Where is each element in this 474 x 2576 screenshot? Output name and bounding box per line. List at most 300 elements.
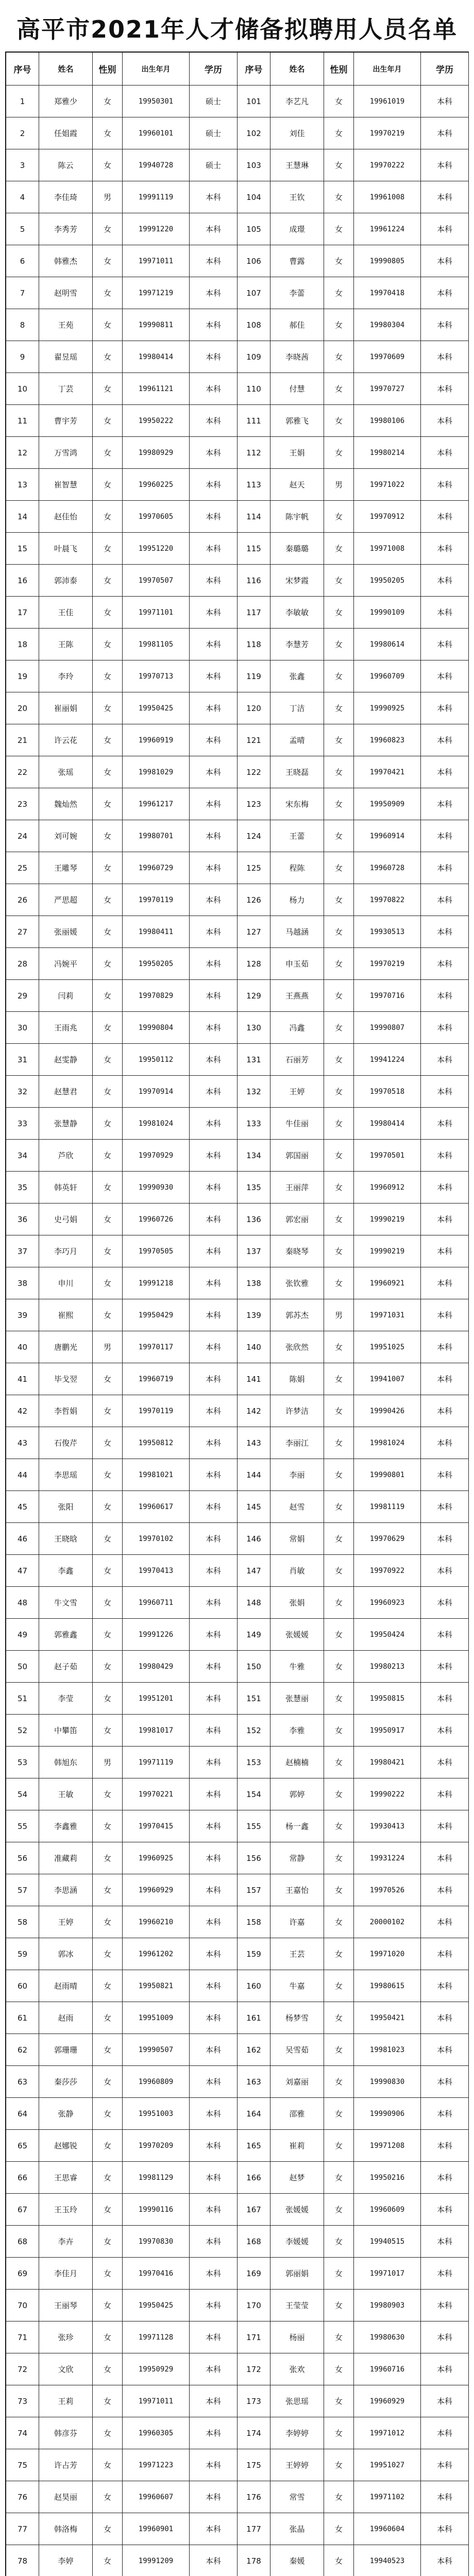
table-row: [6, 533, 238, 565]
cell-index: 7: [6, 277, 39, 309]
cell-gender: 女: [324, 1938, 354, 1970]
cell-degree: 本科: [190, 2353, 238, 2385]
cell-degree: 本科: [190, 756, 238, 788]
table-row: [238, 277, 469, 309]
cell-gender: 女: [93, 2385, 123, 2417]
cell-name: 郭雅飞: [270, 405, 324, 437]
cell-index: 25: [6, 852, 39, 884]
cell-birth: 19990906: [354, 2098, 421, 2130]
table-row: [6, 309, 238, 341]
cell-index: 39: [6, 1299, 39, 1331]
cell-birth: 19960925: [123, 1842, 190, 1874]
cell-degree: 本科: [421, 1459, 469, 1491]
cell-gender: 男: [324, 1299, 354, 1331]
cell-name: 张媛媛: [270, 2194, 324, 2226]
table-row: [238, 1331, 469, 1363]
cell-birth: 19971022: [354, 469, 421, 501]
cell-name: 李雅: [270, 1715, 324, 1747]
cell-birth: 19961202: [123, 1938, 190, 1970]
cell-name: 严思超: [39, 884, 93, 916]
cell-gender: 女: [93, 2449, 123, 2481]
cell-gender: 女: [324, 1715, 354, 1747]
cell-birth: 19990507: [123, 2034, 190, 2066]
cell-degree: 硕士: [190, 117, 238, 149]
cell-gender: 女: [93, 2002, 123, 2034]
cell-index: 173: [238, 2385, 270, 2417]
cell-gender: 女: [93, 2194, 123, 2226]
header-degree: 学历: [421, 53, 469, 86]
cell-degree: 本科: [190, 629, 238, 660]
cell-index: 10: [6, 373, 39, 405]
table-row: [6, 820, 238, 852]
cell-gender: 女: [93, 2417, 123, 2449]
cell-degree: 本科: [421, 1970, 469, 2002]
cell-name: 李敏敏: [270, 597, 324, 629]
cell-index: 28: [6, 948, 39, 980]
cell-name: 申川: [39, 1267, 93, 1299]
table-row: [238, 2130, 469, 2162]
cell-name: 李婷: [39, 2545, 93, 2576]
cell-gender: 女: [93, 1555, 123, 1587]
cell-name: 李鑫: [39, 1555, 93, 1587]
cell-degree: 本科: [421, 1906, 469, 1938]
cell-birth: 19970912: [354, 501, 421, 533]
cell-name: 崔熙: [39, 1299, 93, 1331]
cell-degree: 本科: [190, 277, 238, 309]
cell-degree: 本科: [421, 2513, 469, 2545]
cell-degree: 本科: [421, 660, 469, 692]
table-row: [6, 373, 238, 405]
cell-name: 程陈: [270, 852, 324, 884]
cell-index: 148: [238, 1587, 270, 1619]
table-row: [238, 660, 469, 692]
cell-degree: 本科: [190, 213, 238, 245]
cell-degree: 本科: [421, 1683, 469, 1715]
cell-degree: 本科: [421, 1235, 469, 1267]
cell-index: 120: [238, 692, 270, 724]
cell-degree: 本科: [421, 724, 469, 756]
table-row: [6, 1459, 238, 1491]
cell-name: 中攀笛: [39, 1715, 93, 1747]
table-row: [6, 1906, 238, 1938]
table-row: [6, 1938, 238, 1970]
table-row: [238, 501, 469, 533]
cell-gender: 女: [324, 2353, 354, 2385]
cell-name: 准藏莉: [39, 1842, 93, 1874]
cell-degree: 本科: [421, 565, 469, 597]
cell-degree: 本科: [190, 1938, 238, 1970]
cell-name: 李丽江: [270, 1427, 324, 1459]
table-row: [238, 565, 469, 597]
cell-degree: 本科: [190, 597, 238, 629]
cell-birth: 19940728: [123, 149, 190, 181]
cell-degree: 本科: [190, 2226, 238, 2258]
cell-birth: 19970421: [354, 756, 421, 788]
cell-gender: 女: [324, 2130, 354, 2162]
cell-degree: 本科: [190, 1108, 238, 1140]
cell-birth: 19950205: [123, 948, 190, 980]
cell-birth: 19990830: [354, 2066, 421, 2098]
table-row: [238, 1108, 469, 1140]
cell-birth: 19980630: [354, 2321, 421, 2353]
table-row: [6, 629, 238, 660]
table-row: [238, 1044, 469, 1076]
cell-index: 15: [6, 533, 39, 565]
cell-index: 69: [6, 2258, 39, 2290]
cell-birth: 19950216: [354, 2162, 421, 2194]
cell-index: 30: [6, 1012, 39, 1044]
table-row: [238, 1747, 469, 1778]
cell-degree: 本科: [421, 213, 469, 245]
cell-name: 张丽媛: [39, 916, 93, 948]
cell-birth: 19970209: [123, 2130, 190, 2162]
cell-birth: 19970914: [123, 1076, 190, 1108]
table-row: [238, 980, 469, 1012]
cell-birth: 19970727: [354, 373, 421, 405]
table-row: [6, 2545, 238, 2576]
cell-name: 赵雨: [39, 2002, 93, 2034]
cell-index: 108: [238, 309, 270, 341]
cell-gender: 女: [324, 916, 354, 948]
cell-gender: 女: [324, 2066, 354, 2098]
document-title: 高平市2021年人才储备拟聘用人员名单: [16, 15, 458, 43]
cell-birth: 19961224: [354, 213, 421, 245]
table-row: [238, 1970, 469, 2002]
table-row: [6, 884, 238, 916]
cell-index: 48: [6, 1587, 39, 1619]
cell-degree: 本科: [190, 1715, 238, 1747]
cell-name: 崔莉: [270, 2130, 324, 2162]
table-row: [6, 2513, 238, 2545]
table-row: [6, 2066, 238, 2098]
cell-gender: 女: [324, 2481, 354, 2513]
cell-index: 114: [238, 501, 270, 533]
cell-birth: 19940523: [354, 2545, 421, 2576]
cell-gender: 女: [93, 597, 123, 629]
table-row: [238, 373, 469, 405]
table-row: [6, 1044, 238, 1076]
cell-birth: 19990930: [123, 1172, 190, 1204]
cell-birth: 19970505: [123, 1235, 190, 1267]
cell-name: 王芸: [270, 1938, 324, 1970]
header-gender: 性别: [93, 53, 123, 86]
cell-gender: 女: [324, 1523, 354, 1555]
table-row: [238, 1363, 469, 1395]
cell-birth: 19930513: [354, 916, 421, 948]
cell-birth: 19960919: [123, 724, 190, 756]
cell-index: 124: [238, 820, 270, 852]
cell-degree: 本科: [421, 2417, 469, 2449]
cell-degree: 本科: [421, 2226, 469, 2258]
cell-degree: 本科: [421, 2545, 469, 2576]
table-row: [238, 1906, 469, 1938]
cell-index: 19: [6, 660, 39, 692]
cell-degree: 本科: [421, 692, 469, 724]
table-row: [238, 533, 469, 565]
table-row: [6, 2034, 238, 2066]
cell-index: 13: [6, 469, 39, 501]
cell-index: 126: [238, 884, 270, 916]
cell-birth: 19931224: [354, 1842, 421, 1874]
cell-index: 57: [6, 1874, 39, 1906]
cell-gender: 男: [93, 1747, 123, 1778]
cell-index: 107: [238, 277, 270, 309]
table-row: [238, 1459, 469, 1491]
cell-birth: 19961019: [354, 86, 421, 117]
cell-degree: 本科: [421, 309, 469, 341]
table-row: [238, 2321, 469, 2353]
cell-birth: 19960617: [123, 1491, 190, 1523]
cell-birth: 19980429: [123, 1651, 190, 1683]
cell-gender: 女: [93, 1267, 123, 1299]
cell-birth: 19971011: [123, 245, 190, 277]
table-row: [238, 341, 469, 373]
cell-degree: 本科: [421, 597, 469, 629]
cell-birth: 19990801: [354, 1459, 421, 1491]
table-row: [238, 1683, 469, 1715]
cell-degree: 本科: [190, 1874, 238, 1906]
cell-name: 赵楠楠: [270, 1747, 324, 1778]
table-row: [6, 1683, 238, 1715]
cell-degree: 本科: [190, 2066, 238, 2098]
table-row: [238, 1491, 469, 1523]
cell-birth: 19960719: [123, 1363, 190, 1395]
cell-name: 张阳: [39, 1491, 93, 1523]
cell-name: 牛文雪: [39, 1587, 93, 1619]
cell-birth: 19980614: [354, 629, 421, 660]
cell-index: 50: [6, 1651, 39, 1683]
cell-gender: 女: [324, 1619, 354, 1651]
table-row: [238, 2417, 469, 2449]
cell-name: 王婷: [39, 1906, 93, 1938]
table-row: [6, 437, 238, 469]
table-row: [238, 213, 469, 245]
cell-index: 45: [6, 1491, 39, 1523]
cell-index: 36: [6, 1204, 39, 1235]
cell-gender: 女: [93, 341, 123, 373]
cell-degree: 本科: [190, 2417, 238, 2449]
cell-index: 177: [238, 2513, 270, 2545]
table-row: [6, 149, 238, 181]
cell-name: 文欣: [39, 2353, 93, 2385]
cell-degree: 本科: [421, 1140, 469, 1172]
cell-index: 118: [238, 629, 270, 660]
cell-degree: 本科: [190, 373, 238, 405]
cell-index: 71: [6, 2321, 39, 2353]
cell-birth: 19960901: [123, 2513, 190, 2545]
cell-index: 138: [238, 1267, 270, 1299]
table-row: [6, 1363, 238, 1395]
cell-name: 韩雅杰: [39, 245, 93, 277]
cell-degree: 本科: [421, 1651, 469, 1683]
cell-index: 44: [6, 1459, 39, 1491]
cell-degree: 本科: [190, 1076, 238, 1108]
table-row: [6, 213, 238, 245]
cell-gender: 女: [324, 884, 354, 916]
cell-index: 121: [238, 724, 270, 756]
cell-degree: 本科: [190, 2258, 238, 2290]
table-row: [6, 1172, 238, 1204]
cell-name: 李秀芳: [39, 213, 93, 245]
table-row: [6, 2353, 238, 2385]
cell-degree: 本科: [421, 2002, 469, 2034]
cell-index: 64: [6, 2098, 39, 2130]
cell-degree: 本科: [421, 117, 469, 149]
cell-name: 李佳月: [39, 2258, 93, 2290]
cell-index: 131: [238, 1044, 270, 1076]
cell-degree: 本科: [190, 2098, 238, 2130]
cell-index: 117: [238, 597, 270, 629]
cell-index: 152: [238, 1715, 270, 1747]
cell-degree: 本科: [421, 1363, 469, 1395]
cell-name: 石丽芳: [270, 1044, 324, 1076]
table-row: [6, 1587, 238, 1619]
cell-birth: 19970219: [354, 117, 421, 149]
cell-birth: 19970629: [354, 1523, 421, 1555]
cell-birth: 19950222: [123, 405, 190, 437]
cell-index: 167: [238, 2194, 270, 2226]
cell-name: 王莹莹: [270, 2290, 324, 2321]
cell-degree: 本科: [190, 181, 238, 213]
table-row: [6, 2162, 238, 2194]
cell-index: 73: [6, 2385, 39, 2417]
cell-name: 杨力: [270, 884, 324, 916]
cell-index: 52: [6, 1715, 39, 1747]
cell-gender: 女: [93, 405, 123, 437]
cell-birth: 19981024: [354, 1427, 421, 1459]
cell-degree: 本科: [190, 1204, 238, 1235]
cell-name: 赵雯静: [39, 1044, 93, 1076]
cell-gender: 女: [93, 2321, 123, 2353]
cell-degree: 本科: [190, 1235, 238, 1267]
table-row: [6, 852, 238, 884]
header-birth: 出生年月: [354, 53, 421, 86]
cell-index: 49: [6, 1619, 39, 1651]
cell-index: 172: [238, 2353, 270, 2385]
table-header-row: [238, 53, 469, 86]
cell-name: 张鑫: [270, 660, 324, 692]
cell-degree: 本科: [190, 2385, 238, 2417]
cell-name: 曹露: [270, 245, 324, 277]
table-row: [6, 1331, 238, 1363]
cell-gender: 女: [324, 692, 354, 724]
cell-index: 106: [238, 245, 270, 277]
cell-name: 牛嘉: [270, 1970, 324, 2002]
cell-degree: 本科: [190, 980, 238, 1012]
cell-birth: 19960823: [354, 724, 421, 756]
cell-index: 16: [6, 565, 39, 597]
cell-birth: 19990109: [354, 597, 421, 629]
cell-gender: 女: [324, 788, 354, 820]
cell-degree: 本科: [421, 916, 469, 948]
cell-name: 郝佳: [270, 309, 324, 341]
table-row: [6, 1619, 238, 1651]
cell-index: 23: [6, 788, 39, 820]
cell-gender: 女: [324, 1044, 354, 1076]
table-row: [238, 469, 469, 501]
cell-index: 51: [6, 1683, 39, 1715]
table-header-row: [6, 53, 238, 86]
cell-gender: 女: [324, 2513, 354, 2545]
cell-birth: 19970518: [354, 1076, 421, 1108]
cell-name: 张欢: [270, 2353, 324, 2385]
cell-degree: 本科: [421, 788, 469, 820]
cell-birth: 19951201: [123, 1683, 190, 1715]
cell-gender: 女: [93, 213, 123, 245]
cell-index: 62: [6, 2034, 39, 2066]
cell-index: 115: [238, 533, 270, 565]
cell-degree: 本科: [421, 181, 469, 213]
cell-name: 王晓晗: [39, 1523, 93, 1555]
cell-index: 125: [238, 852, 270, 884]
table-row: [238, 1140, 469, 1172]
cell-gender: 女: [93, 1363, 123, 1395]
cell-degree: 本科: [190, 1842, 238, 1874]
cell-birth: 19950917: [354, 1715, 421, 1747]
cell-index: 140: [238, 1331, 270, 1363]
table-row: [238, 1427, 469, 1459]
cell-gender: 女: [324, 1076, 354, 1108]
cell-gender: 女: [324, 2417, 354, 2449]
cell-birth: 19941224: [354, 1044, 421, 1076]
cell-birth: 19970415: [123, 1810, 190, 1842]
cell-name: 王玉玲: [39, 2194, 93, 2226]
cell-gender: 女: [324, 86, 354, 117]
cell-birth: 19981029: [123, 756, 190, 788]
table-row: [238, 756, 469, 788]
table-row: [238, 1076, 469, 1108]
cell-index: 165: [238, 2130, 270, 2162]
cell-birth: 19971031: [354, 1299, 421, 1331]
cell-gender: 女: [93, 1140, 123, 1172]
cell-index: 60: [6, 1970, 39, 2002]
cell-gender: 女: [324, 1331, 354, 1363]
table-row: [6, 2002, 238, 2034]
cell-degree: 本科: [190, 1491, 238, 1523]
cell-index: 132: [238, 1076, 270, 1108]
table-row: [238, 2545, 469, 2576]
cell-degree: 本科: [421, 1747, 469, 1778]
cell-gender: 女: [93, 1938, 123, 1970]
table-row: [238, 1810, 469, 1842]
cell-birth: 19950821: [123, 1970, 190, 2002]
cell-degree: 本科: [190, 2194, 238, 2226]
cell-birth: 19950205: [354, 565, 421, 597]
cell-gender: 女: [93, 1523, 123, 1555]
cell-birth: 19981017: [123, 1715, 190, 1747]
cell-degree: 本科: [421, 149, 469, 181]
table-row: [238, 1619, 469, 1651]
cell-birth: 19980214: [354, 437, 421, 469]
table-row: [238, 1012, 469, 1044]
cell-index: 176: [238, 2481, 270, 2513]
cell-birth: 19941007: [354, 1363, 421, 1395]
cell-name: 陈娟: [270, 1363, 324, 1395]
table-row: [6, 1874, 238, 1906]
table-row: [238, 2162, 469, 2194]
table-row: [6, 277, 238, 309]
cell-index: 166: [238, 2162, 270, 2194]
cell-birth: 19970822: [354, 884, 421, 916]
cell-gender: 女: [324, 1140, 354, 1172]
cell-birth: 19981119: [354, 1491, 421, 1523]
cell-degree: 本科: [421, 405, 469, 437]
cell-gender: 女: [324, 245, 354, 277]
table-row: [6, 660, 238, 692]
cell-index: 6: [6, 245, 39, 277]
cell-name: 崔丽娟: [39, 692, 93, 724]
roster-left-half: [6, 53, 238, 2576]
